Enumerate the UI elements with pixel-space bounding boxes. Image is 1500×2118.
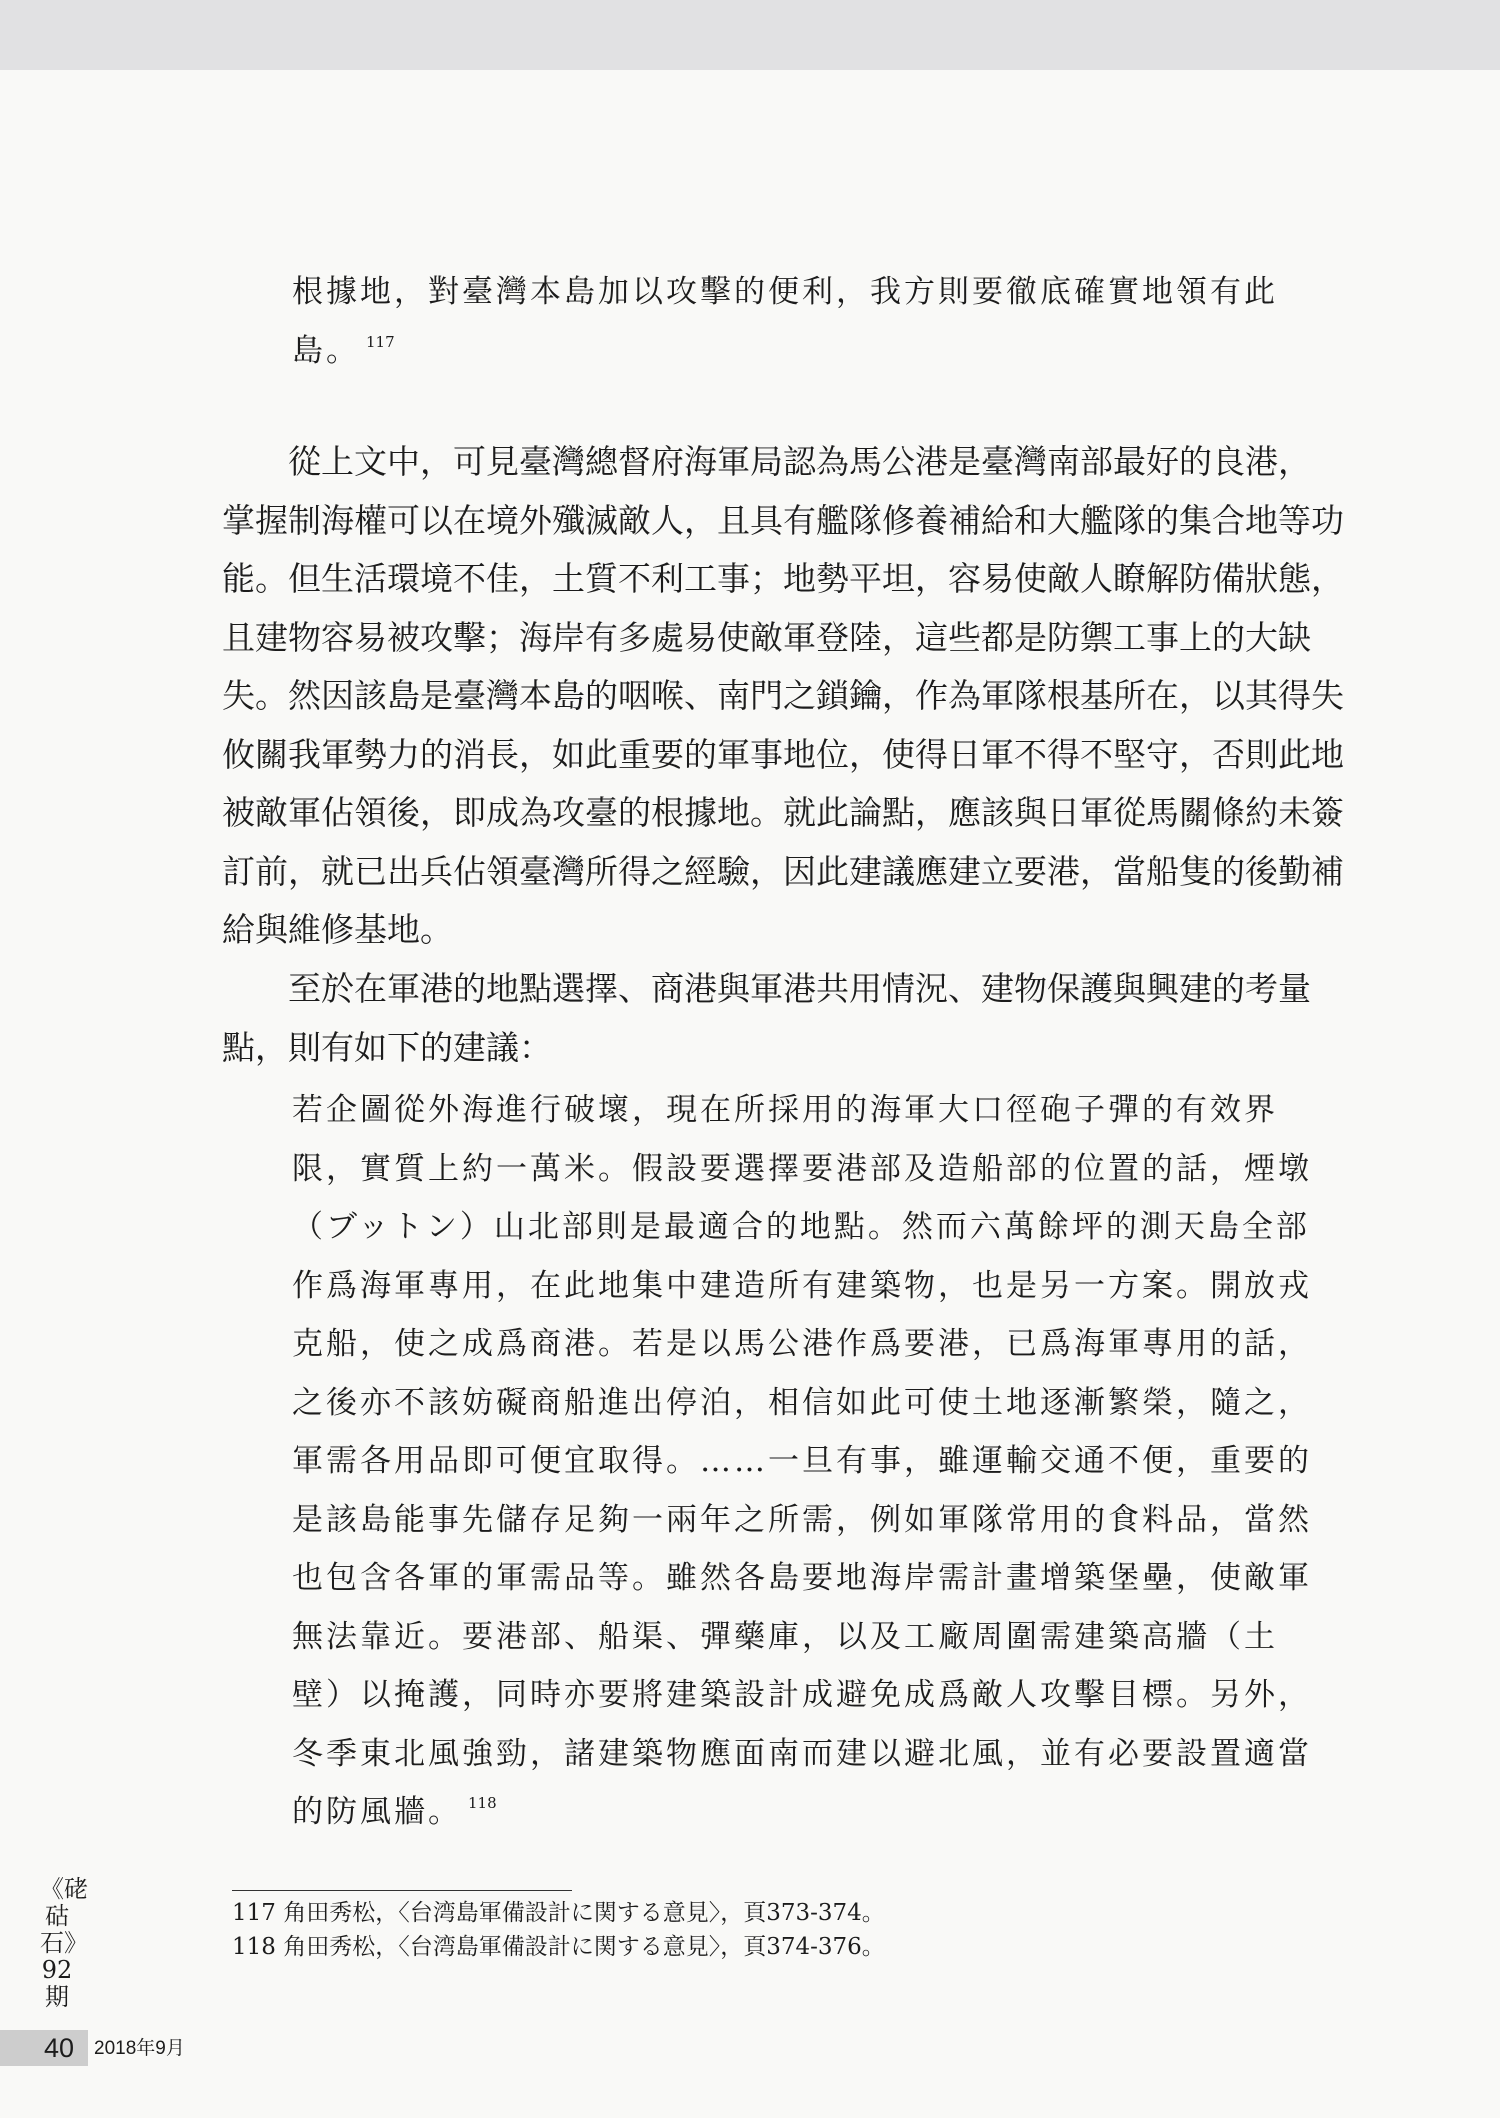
quote-line-with-ref [292,322,1292,381]
footnote-ref-117[interactable]: 117 [366,332,395,351]
paragraph-line: 至於在軍港的地點選擇、商港與軍港共用情況、建物保護與興建的考量 [288,969,1311,1008]
quote-line: 之後亦不該妨礙商船進出停泊，相信如此可使土地逐漸繁榮，隨之， [292,1384,1312,1421]
footnote-ref-118[interactable]: 118 [468,1794,497,1812]
scan-top-band [0,0,1500,70]
issue-date: 2018年9月 [94,2038,185,2059]
quote-line: 克船，使之成爲商港。若是以馬公港作爲要港，已爲海軍專用的話， [292,1326,1312,1362]
paragraph-line: 能。但生活環境不佳，土質不利工事；地勢平坦，容易使敵人瞭解防備狀態， [222,559,1344,598]
block-quote-117 [292,263,1292,380]
paragraph-line: 掌握制海權可以在境外殲滅敵人，且具有艦隊修養補給和大艦隊的集合地等功 [222,500,1344,540]
quote-line: 根據地，對臺灣本島加以攻擊的便利，我方則要徹底確實地領有此 [292,274,1278,310]
quote-line: 島。 [292,332,360,369]
paragraph-line: 被敵軍佔領後，即成為攻臺的根據地。就此論點，應該與日軍從馬關條約未簽 [222,793,1344,832]
journal-title-vertical: 《硓𥑮石》92期 [40,1875,88,2011]
body-paragraph-1 [222,433,1382,960]
quote-line: 的防風牆。 [292,1794,462,1830]
paragraph-line: 點，則有如下的建議： [222,1027,552,1067]
quote-line: 壁）以掩護，同時亦要將建築設計成避免成爲敵人攻擊目標。另外， [292,1677,1312,1713]
paragraph-line: 攸關我軍勢力的消長，如此重要的軍事地位，使得日軍不得不堅守，否則此地 [222,734,1344,774]
quote-line: 是該島能事先儲存足夠一兩年之所需，例如軍隊常用的食料品，當然 [292,1501,1312,1538]
block-quote-118 [292,1081,1312,1842]
footnotes [232,1896,885,1964]
quote-line: 作爲海軍專用，在此地集中建造所有建築物，也是另一方案。開放戎 [292,1267,1312,1304]
quote-line: 也包含各軍的軍需品等。雖然各島要地海岸需計畫增築堡壘，使敵軍 [292,1560,1312,1596]
page-number: 40 [44,2033,75,2063]
paragraph-line: 失。然因該島是臺灣本島的咽喉、南門之鎖鑰，作為軍隊根基所在，以其得失 [222,676,1344,715]
body-paragraph-2 [222,960,1382,1077]
quote-line: 冬季東北風強勁，諸建築物應面南而建以避北風，並有必要設置適當 [292,1735,1312,1772]
quote-line: 限，實質上約一萬米。假設要選擇要港部及造船部的位置的話，煙墩 [292,1150,1312,1187]
quote-line-with-ref [292,1783,1292,1842]
footnote-118: 118 角田秀松，〈台湾島軍備設計に関する意見〉，頁374-376。 [232,1934,885,1960]
footnote-divider [232,1890,572,1891]
quote-line: 軍需各用品即可便宜取得。……一旦有事，雖運輸交通不便，重要的 [292,1443,1312,1479]
paragraph-line: 訂前，就已出兵佔領臺灣所得之經驗，因此建議應建立要港，當船隻的後勤補 [222,851,1344,891]
paragraph-line: 且建物容易被攻擊；海岸有多處易使敵軍登陸，這些都是防禦工事上的大缺 [222,617,1311,657]
quote-line: 若企圖從外海進行破壞，現在所採用的海軍大口徑砲子彈的有效界 [292,1092,1278,1128]
quote-line: 無法靠近。要港部、船渠、彈藥庫，以及工廠周圍需建築高牆（土 [292,1618,1278,1655]
paragraph-line: 給與維修基地。 [222,910,453,949]
quote-line: （ブットン）山北部則是最適合的地點。然而六萬餘坪的測天島全部 [292,1209,1310,1245]
footnote-117: 117 角田秀松，〈台湾島軍備設計に関する意見〉，頁373-374。 [232,1900,885,1926]
paragraph-line: 從上文中，可見臺灣總督府海軍局認為馬公港是臺灣南部最好的良港， [288,442,1311,481]
